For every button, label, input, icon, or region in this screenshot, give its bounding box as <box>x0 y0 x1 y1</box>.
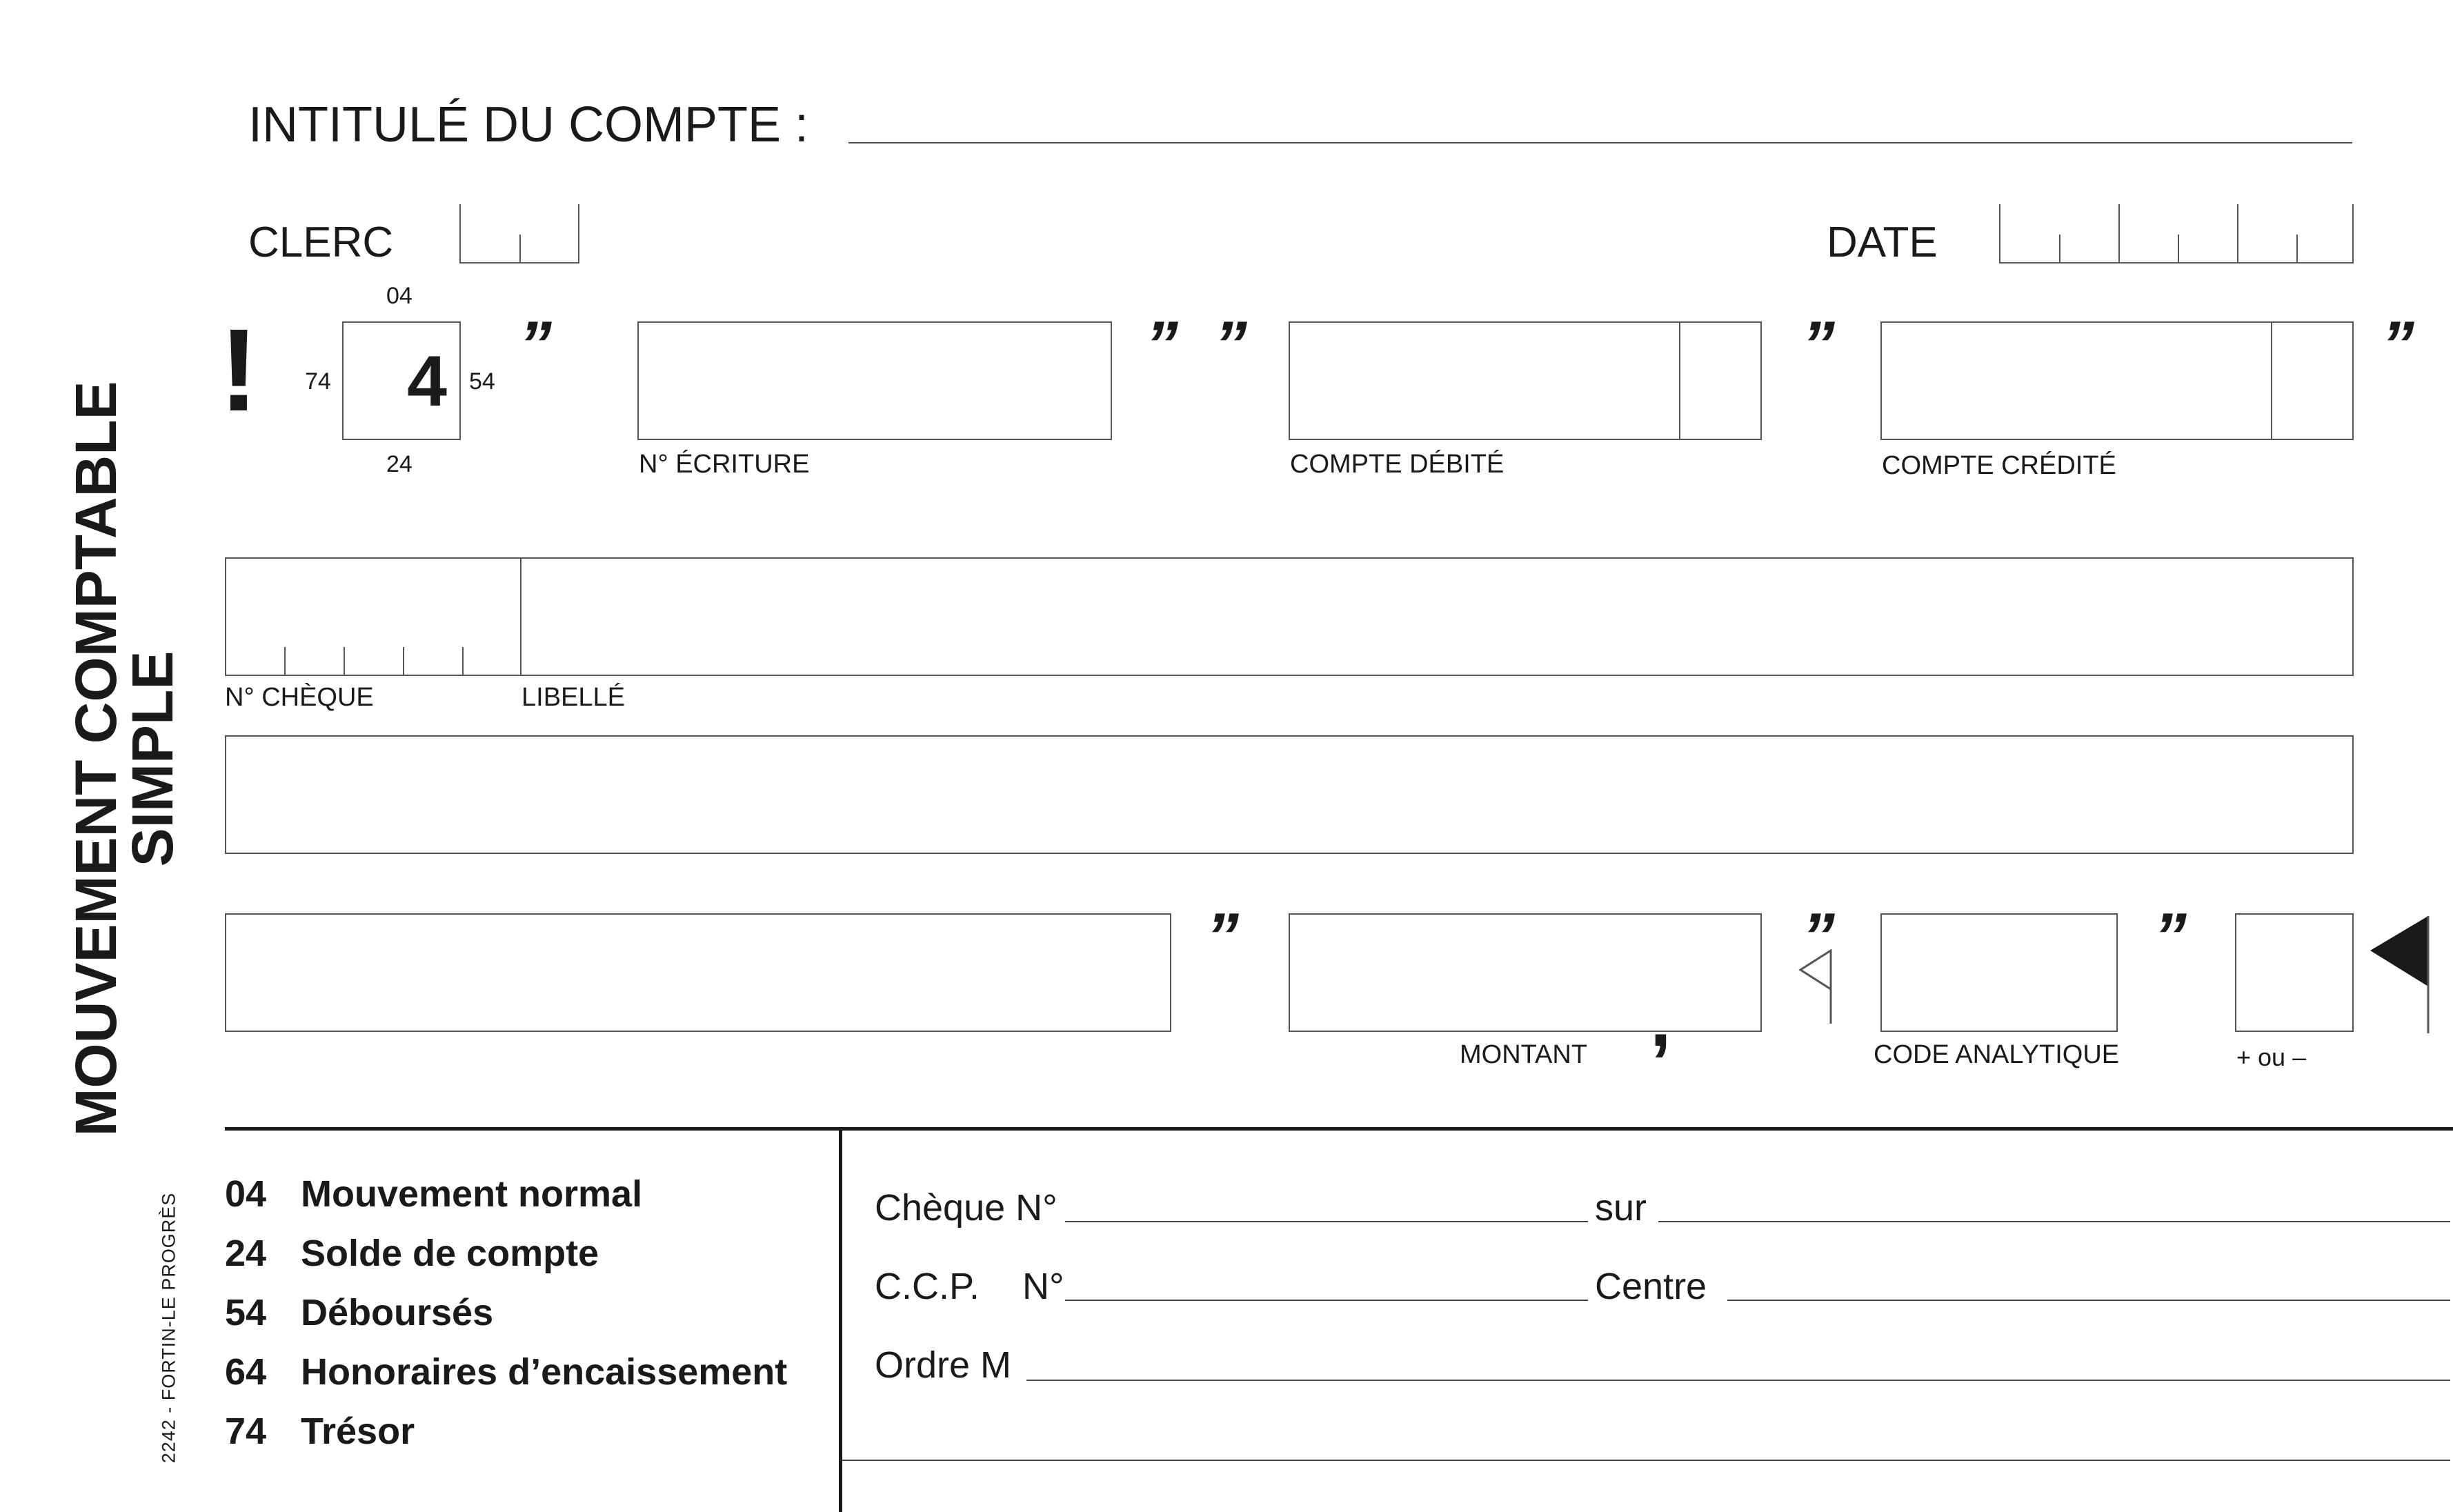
ditto-mark: ” <box>2381 308 2414 381</box>
code-selector-value: 4 <box>407 341 447 421</box>
account-title-field[interactable] <box>848 142 2352 143</box>
order-label: Ordre M <box>875 1344 1012 1386</box>
code-number: 54 <box>225 1292 267 1333</box>
cheque-number-label: N° CHÈQUE <box>225 683 374 712</box>
ditto-mark: ” <box>1206 899 1239 973</box>
sign-label: + ou – <box>2236 1043 2307 1071</box>
ditto-mark: ” <box>2154 899 2187 973</box>
debited-account-label: COMPTE DÉBITÉ <box>1290 450 1504 479</box>
credited-account-field[interactable] <box>1880 321 2354 440</box>
centre-line[interactable] <box>1727 1300 2450 1301</box>
code-selector-box[interactable] <box>342 321 461 440</box>
side-title <box>55 381 193 1137</box>
analytic-code-label: CODE ANALYTIQUE <box>1874 1040 2120 1069</box>
ditto-mark: ” <box>1802 899 1835 973</box>
ditto-mark: ” <box>1214 308 1247 381</box>
code-left: 74 <box>305 368 331 395</box>
ccp-number-line[interactable] <box>1065 1300 1588 1301</box>
cheque-label: Chèque N° <box>875 1187 1057 1228</box>
code-item <box>225 1351 787 1393</box>
exclamation-icon: ! <box>219 305 259 436</box>
code-number: 04 <box>225 1173 267 1215</box>
ditto-mark: ” <box>1145 308 1178 381</box>
clerk-field[interactable] <box>459 204 579 263</box>
credited-account-label: COMPTE CRÉDITÉ <box>1882 451 2116 480</box>
cheque-bank-line[interactable] <box>1658 1221 2450 1222</box>
code-right: 54 <box>469 368 495 395</box>
code-bottom: 24 <box>386 451 413 477</box>
code-number: 74 <box>225 1411 267 1452</box>
code-item <box>225 1291 493 1334</box>
flag-icon <box>2367 911 2436 1035</box>
cheque-libelle-field[interactable] <box>225 557 2354 676</box>
ccp-label: C.C.P. <box>875 1266 980 1307</box>
code-label: Trésor <box>301 1411 415 1452</box>
code-top: 04 <box>386 283 413 309</box>
date-field[interactable] <box>1999 204 2354 263</box>
amount-field[interactable] <box>1289 913 1762 1032</box>
bottom-vertical-divider <box>839 1127 842 1512</box>
ditto-mark: ” <box>519 308 552 381</box>
code-number: 24 <box>225 1233 267 1274</box>
account-title-label: INTITULÉ DU COMPTE : <box>248 97 809 152</box>
code-item <box>225 1232 599 1275</box>
centre-label: Centre <box>1595 1266 1707 1307</box>
description-line-2[interactable] <box>225 735 2354 854</box>
small-flag-icon <box>1798 949 1839 1025</box>
code-label: Solde de compte <box>301 1233 599 1274</box>
code-item <box>225 1173 642 1215</box>
extra-field[interactable] <box>225 913 1171 1032</box>
ccp-number-label: N° <box>1022 1266 1064 1307</box>
amount-label: MONTANT <box>1460 1040 1588 1069</box>
order-line[interactable] <box>1026 1380 2450 1381</box>
debited-account-field[interactable] <box>1289 321 1762 440</box>
side-title-line2: SIMPLE <box>120 650 185 867</box>
code-label: Honoraires d’encaissement <box>301 1351 788 1393</box>
entry-number-label: N° ÉCRITURE <box>639 450 810 479</box>
sign-field[interactable] <box>2235 913 2354 1032</box>
description-label: LIBELLÉ <box>522 683 625 712</box>
side-title-line1: MOUVEMENT COMPTABLE <box>63 381 128 1137</box>
code-label: Déboursés <box>301 1292 494 1333</box>
date-label: DATE <box>1827 219 1938 266</box>
code-item <box>225 1410 415 1453</box>
ditto-mark: ” <box>1802 308 1835 381</box>
order-line-2[interactable] <box>842 1460 2450 1461</box>
printer-reference: 2242 - FORTIN-LE PROGRÈS <box>158 1192 179 1464</box>
clerk-label: CLERC <box>248 219 394 266</box>
entry-number-field[interactable] <box>637 321 1112 440</box>
analytic-code-field[interactable] <box>1880 913 2118 1032</box>
cheque-number-line[interactable] <box>1065 1221 1588 1222</box>
side-title-text <box>63 381 185 1137</box>
bottom-separator <box>225 1127 2453 1131</box>
decimal-comma: , <box>1650 977 1671 1062</box>
code-label: Mouvement normal <box>301 1173 643 1215</box>
code-number: 64 <box>225 1351 267 1393</box>
on-label: sur <box>1595 1187 1647 1228</box>
